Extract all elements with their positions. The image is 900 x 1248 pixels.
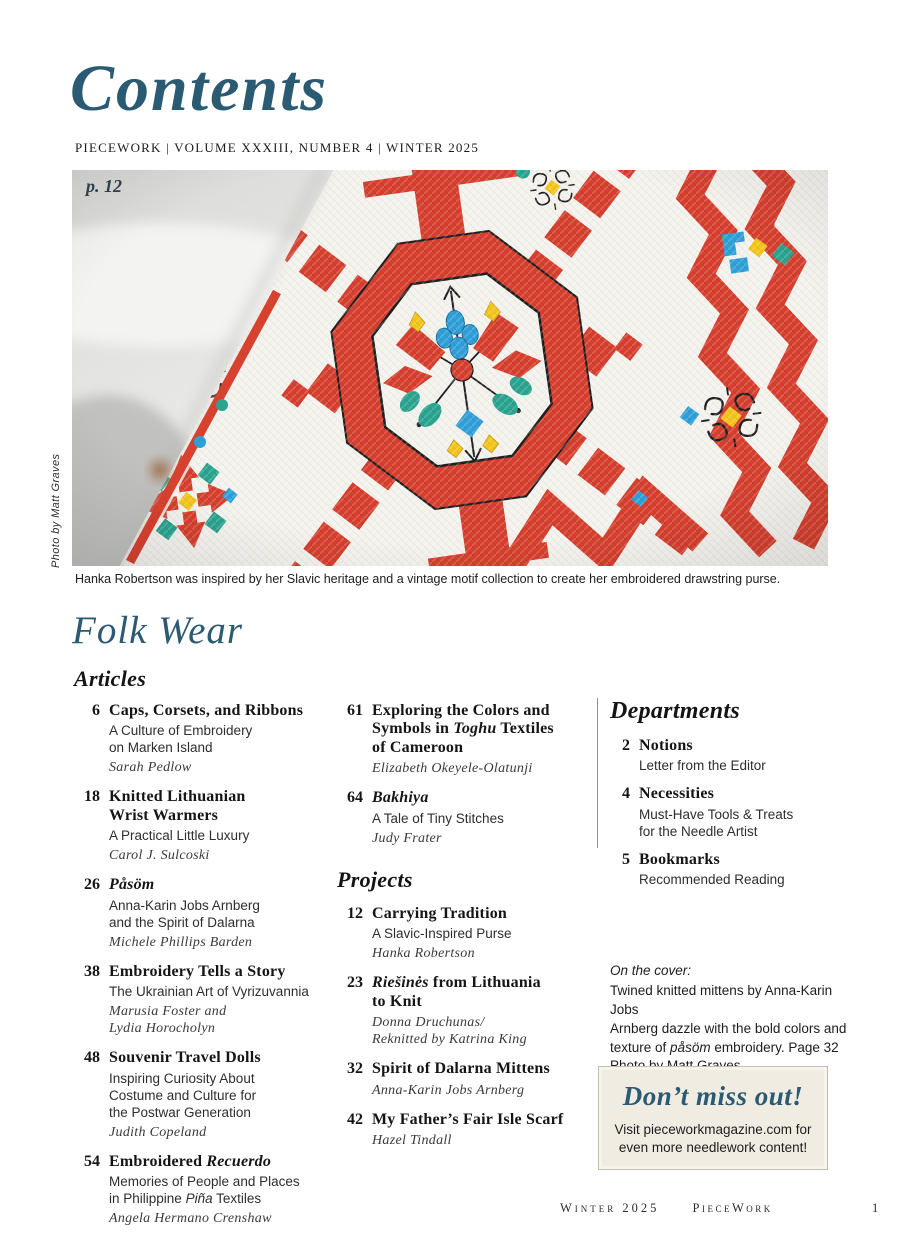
entry-page-number: 48 (84, 1049, 100, 1067)
footer-issue: Winter 2025 (560, 1201, 660, 1215)
entry-page-number: 6 (92, 702, 100, 719)
article-entry (74, 1049, 332, 1140)
entry-body (372, 974, 541, 1048)
article-entry (74, 788, 332, 864)
project-entry (337, 905, 595, 962)
entry-subtitle: The Ukrainian Art of Vyrizuvannia (109, 984, 309, 1000)
photo-caption: Hanka Robertson was inspired by her Slavic heritage and a vintage motif collection to create her embroidered drawstring purse. (75, 572, 781, 586)
cover-note-label: On the cover: (610, 963, 692, 978)
article-entry (74, 876, 332, 950)
entry-author: Elizabeth Okeyele-Olatunji (372, 761, 533, 777)
cover-note-text: Twined knitted mittens by Anna-Karin Jobs Arnberg dazzle with the bold colors and texture of påsöm embroidery. Page 32 (610, 982, 847, 1055)
department-entry (610, 737, 876, 774)
entry-page-number: 5 (622, 850, 630, 868)
entry-subtitle: Inspiring Curiosity About Costume and Culture for the Postwar Generation (109, 1070, 257, 1120)
entry-page-number: 12 (347, 904, 363, 922)
footer (560, 1201, 773, 1216)
issue-line: PIECEWORK | VOLUME XXXIII, NUMBER 4 | WINTER 2025 (75, 140, 480, 155)
entry-title: Necessities (639, 785, 715, 803)
entry-title: Bakhiya (372, 789, 429, 807)
entry-title: Notions (639, 737, 693, 754)
department-entry (610, 851, 876, 888)
entry-body (109, 1049, 261, 1140)
entry-body (109, 1153, 300, 1227)
entry-page-number: 38 (84, 962, 100, 980)
entry-page-number: 18 (84, 788, 100, 806)
article-entry (74, 963, 332, 1038)
entry-title: Carrying Tradition (372, 904, 508, 922)
entry-subtitle: Letter from the Editor (639, 758, 766, 774)
entry-title: Embroidery Tells a Story (109, 962, 286, 980)
entry-title: Caps, Corsets, and Ribbons (109, 702, 304, 719)
entry-page-number: 4 (622, 785, 630, 803)
entry-author: Sarah Pedlow (109, 760, 192, 776)
entry-author: Judy Frater (372, 830, 442, 846)
entry-title: Spirit of Dalarna Mittens (372, 1060, 550, 1078)
articles-column-1 (74, 702, 332, 1239)
departments-heading: Departments (610, 698, 740, 724)
photo-credit: Photo by Matt Graves (50, 453, 62, 568)
entry-subtitle: Memories of People and Places in Philippine Piña Textiles (109, 1174, 300, 1207)
entry-page-number: 61 (347, 702, 363, 719)
entry-page-number: 64 (347, 789, 363, 807)
entry-page-number: 42 (347, 1110, 363, 1128)
photo-page-reference: p. 12 (86, 176, 122, 196)
entry-title: Embroidered Recuerdo (109, 1152, 272, 1170)
entry-body (109, 702, 303, 776)
department-entry (610, 785, 876, 839)
entry-author: Anna-Karin Jobs Arnberg (372, 1082, 525, 1098)
entry-body (372, 1111, 563, 1149)
project-entry (337, 1111, 595, 1149)
entry-author: Marusia Foster and Lydia Horocholyn (109, 1004, 227, 1037)
entry-title: Bookmarks (639, 850, 720, 868)
entry-page-number: 32 (347, 1060, 363, 1078)
entry-title: Påsöm (109, 876, 155, 894)
departments-entries (610, 737, 876, 888)
departments-column (610, 698, 876, 899)
entry-title: Exploring the Colors and Symbols in Toghu Textiles of Cameroon (372, 702, 554, 756)
entry-author: Hazel Tindall (372, 1132, 452, 1148)
entry-body (109, 963, 309, 1038)
entry-body (639, 851, 785, 888)
entry-subtitle: A Tale of Tiny Stitches (372, 810, 504, 826)
cover-note (610, 962, 862, 1076)
promo-title: Don’t miss out! (622, 1081, 804, 1111)
entry-author: Hanka Robertson (372, 946, 475, 962)
entry-page-number: 23 (347, 974, 363, 992)
embroidered-purse-photo (72, 170, 828, 566)
entry-body (109, 788, 249, 864)
entry-body (372, 702, 554, 777)
entry-body (109, 876, 260, 950)
entry-body (639, 785, 793, 839)
article-entry (337, 789, 595, 846)
articles-column-2-entries (337, 702, 595, 847)
entry-page-number: 2 (622, 737, 630, 754)
footer-magazine: PieceWork (692, 1201, 773, 1215)
entry-subtitle: A Slavic-Inspired Purse (372, 926, 512, 942)
page-title: Contents (70, 52, 329, 125)
entry-subtitle: Recommended Reading (639, 872, 785, 888)
entry-subtitle: A Practical Little Luxury (109, 828, 250, 844)
entry-page-number: 54 (84, 1152, 100, 1170)
embroidery-illustration (72, 170, 828, 566)
entry-author: Michele Phillips Barden (109, 934, 253, 950)
entry-body (372, 905, 512, 962)
entry-title: My Father’s Fair Isle Scarf (372, 1110, 564, 1128)
entry-page-number: 26 (84, 876, 100, 894)
entry-author: Judith Copeland (109, 1124, 207, 1140)
entry-author: Carol J. Sulcoski (109, 848, 210, 864)
entry-author: Donna Druchunas/ Reknitted by Katrina King (372, 1014, 527, 1048)
project-entry (337, 974, 595, 1048)
column-divider (597, 698, 598, 848)
entry-title: Souvenir Travel Dolls (109, 1049, 261, 1067)
entry-title: Riešinės from Lithuania to Knit (372, 974, 541, 1010)
promo-text: Visit pieceworkmagazine.com for even more needlework content! (614, 1122, 812, 1155)
entry-title: Knitted Lithuanian Wrist Warmers (109, 788, 246, 824)
promo-box (598, 1066, 828, 1170)
entry-body (372, 1060, 550, 1098)
projects-heading: Projects (337, 866, 413, 892)
articles-heading: Articles (74, 666, 147, 691)
entry-author: Angela Hermano Crenshaw (109, 1211, 272, 1227)
section-title: Folk Wear (72, 609, 244, 652)
article-entry (74, 1153, 332, 1227)
footer-page-number: 1 (872, 1201, 879, 1215)
entry-subtitle: Anna-Karin Jobs Arnberg and the Spirit of Dalarna (109, 897, 260, 930)
article-entry (337, 702, 595, 777)
article-entry (74, 702, 332, 776)
entry-subtitle: A Culture of Embroidery on Marken Island (109, 723, 253, 756)
projects-entries (337, 905, 595, 1149)
entry-body (372, 789, 504, 846)
articles-column-2 (337, 702, 595, 1161)
entry-subtitle: Must-Have Tools & Treats for the Needle Artist (639, 806, 794, 839)
entry-body (639, 737, 766, 774)
project-entry (337, 1060, 595, 1098)
